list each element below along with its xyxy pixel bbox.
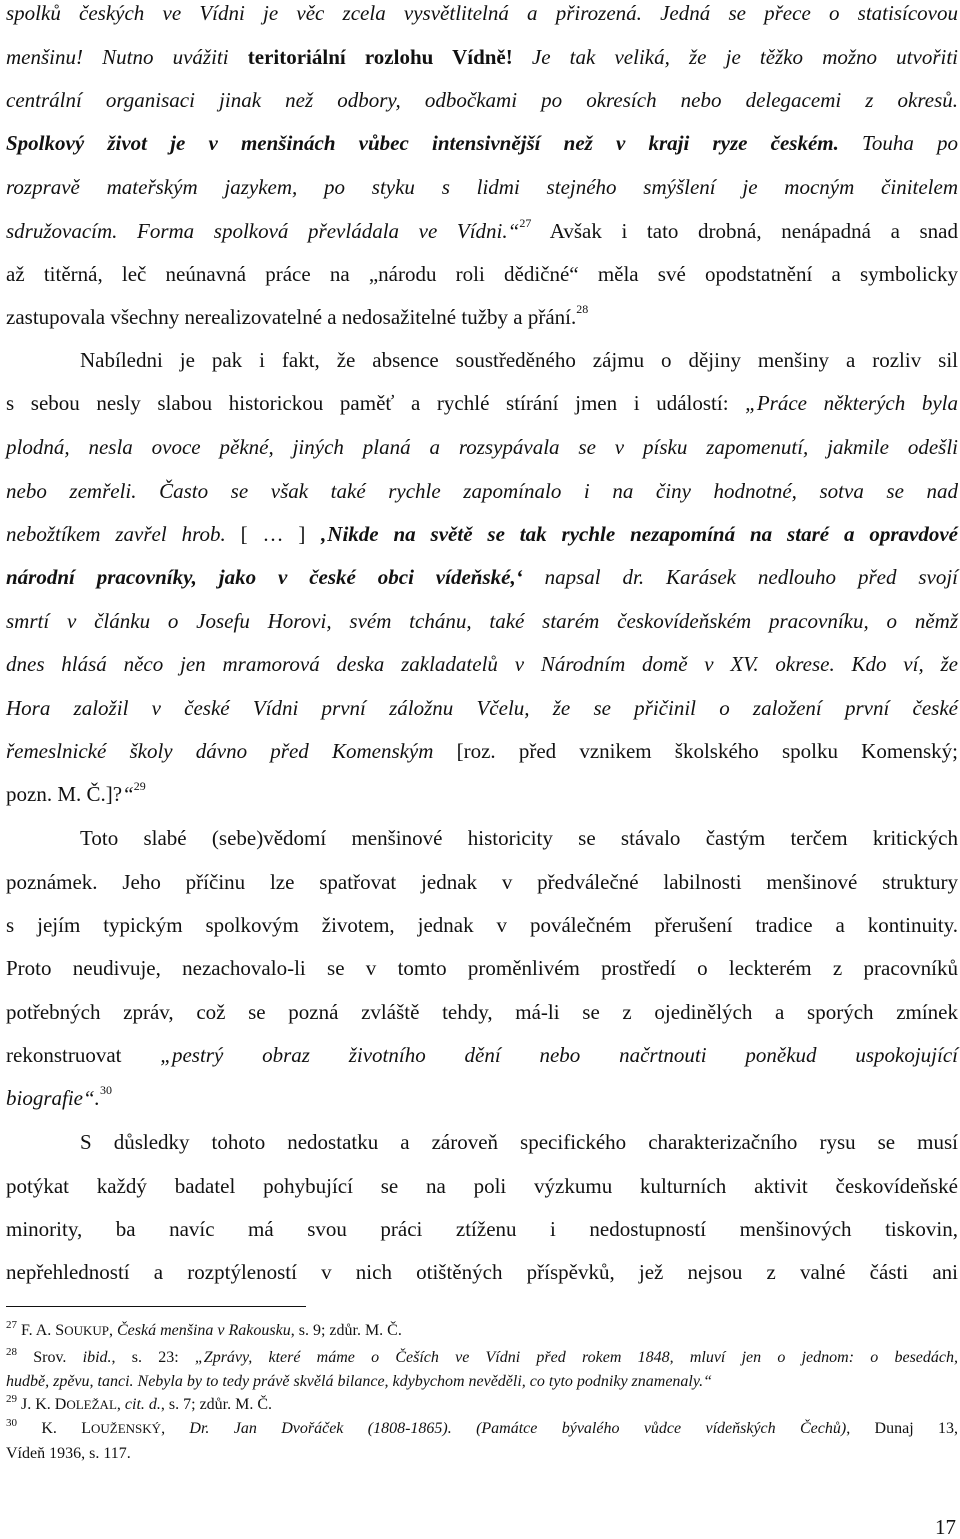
body-line: s jejím typickým spolkovým životem, jednak v poválečném přerušení tradice a kontinuity. xyxy=(6,913,958,937)
body-line: minority, ba navíc má svou práci ztíženu i nedostupností menšinových tiskovin, xyxy=(6,1217,958,1241)
body-line: poznámek. Jeho příčinu lze spatřovat jednak v předválečné labilnosti menšinové struktury xyxy=(6,870,958,894)
body-line: Toto slabé (sebe)vědomí menšinové historicity se stávalo častým terčem kritických xyxy=(80,826,958,850)
page-number: 17 xyxy=(935,1515,956,1539)
body-line: dnes hlásá něco jen mramorová deska zakladatelů v Národním domě v XV. okrese. Kdo ví, že xyxy=(6,652,958,676)
body-line: centrální organisaci jinak než odbory, odbočkami po okresích nebo delegacemi z okresů. xyxy=(6,88,958,112)
body-line: smrtí v článku o Josefu Horovi, svém tchánu, také starém českovídeňském pracovníku, o němž xyxy=(6,609,958,633)
body-line: nebo zemřeli. Často se však také rychle zapomínalo i na činy hodnotné, sotva se nad xyxy=(6,479,958,503)
footnote-ref: 30 xyxy=(99,1083,112,1097)
body-line: až titěrná, leč neúnavná práce na „národu roli dědičné“ měla své opodstatnění a symbolicky xyxy=(6,262,958,286)
body-line: Proto neudivuje, nezachovalo-li se v tomto proměnlivém prostředí o leckterém z pracovníků xyxy=(6,956,958,980)
footnote-ref: 28 xyxy=(576,302,589,316)
body-line: pozn. M. Č.]?“$^{29}$ xyxy=(6,779,146,806)
footnote-30-cont: Vídeň 1936, s. 117. xyxy=(6,1445,131,1462)
body-line: plodná, nesla ovoce pěkné, jiných planá a rozsypávala se v písku zapomenutí, jakmile odešli xyxy=(6,435,958,459)
body-line: S důsledky tohoto nedostatku a zároveň specifického charakterizačního rysu se musí xyxy=(80,1130,958,1154)
body-line: sdružovacím. Forma spolková převládala ve Vídni.“$^{27}$ Avšak i tato drobná, nenápadná a snad xyxy=(6,216,959,243)
body-line: s sebou nesly slabou historickou paměť a rychlé stírání jmen i událostí: „Práce některých byla xyxy=(6,391,958,415)
body-line: potřebných zpráv, což se pozná zvláště tehdy, má-li se z ojedinělých a sporých zmínek xyxy=(6,1000,958,1024)
footnote-28: $^{28}$ Srov. ibid., s. 23: „Zprávy, které máme o Češích ve Vídni před rokem 1848, mluví jen o jednom: o besedách, xyxy=(6,1346,959,1366)
footnote-28-cont: hudbě, zpěvu, tanci. Nebyla by to tedy právě skvělá bilance, kdybychom nevěděli, co tyto podniky znamenaly.“ xyxy=(6,1373,712,1390)
footnote-ref: 27 xyxy=(519,216,532,230)
body-line: nepřehledností a rozptýleností v nich otištěných příspěvků, jež nejsou z valné části ani xyxy=(6,1260,958,1284)
body-line: rozpravě mateřským jazykem, po styku s lidmi stejného smýšlení je mocným činitelem xyxy=(6,175,958,199)
body-line: potýkat každý badatel pohybující se na poli výzkumu kulturních aktivit českovídeňské xyxy=(6,1174,958,1198)
footnote-30: $^{30}$ K. LOUŽENSKÝ, Dr. Jan Dvořáček (1808-1865). (Památce bývalého vůdce vídeňských Čechů), Dunaj 13, xyxy=(6,1417,958,1437)
footnote-29: $^{29}$ J. K. DOLEŽAL, cit. d., s. 7; zdůr. M. Č. xyxy=(6,1393,273,1413)
footnote-ref: 29 xyxy=(133,779,146,793)
body-line: národní pracovníky, jako v české obci vídeňské,‘ napsal dr. Karásek nedlouho před svojí xyxy=(6,565,959,589)
body-line: řemeslnické školy dávno před Komenským [roz. před vznikem školského spolku Komenský; xyxy=(6,739,958,763)
footnote-27: $^{27}$ F. A. SOUKUP, Česká menšina v Rakousku, s. 9; zdůr. M. Č. xyxy=(6,1319,402,1339)
body-line: rekonstruovat „pestrý obraz životního dění nebo načrtnouti poněkud uspokojující xyxy=(6,1043,958,1067)
body-line: menšinu! Nutno uvážiti teritoriální rozlohu Vídně! Je tak veliká, že je těžko možno utvořiti xyxy=(6,45,958,69)
body-line: spolků českých ve Vídni je věc zcela vysvětlitelná a přirozená. Jedná se přece o statisícovou xyxy=(6,1,958,25)
body-line: Hora založil v české Vídni první záložnu Včelu, že se přičinil o založení první české xyxy=(6,696,958,720)
body-line: zastupovala všechny nerealizovatelné a nedosažitelné tužby a přání.$^{28}$ xyxy=(6,302,589,329)
body-line: Nabíledni je pak i fakt, že absence soustředěného zájmu o dějiny menšiny a rozliv sil xyxy=(80,348,958,372)
body-line: nebožtíkem zavřel hrob. [ … ] ‚Nikde na světě se tak rychle nezapomíná na staré a opravdové xyxy=(6,522,958,546)
body-line: biografie“.$^{30}$ xyxy=(6,1083,112,1110)
footnote-separator xyxy=(6,1306,306,1307)
body-line: Spolkový život je v menšinách vůbec intensivnější než v kraji ryze českém. Touha po xyxy=(6,131,958,155)
